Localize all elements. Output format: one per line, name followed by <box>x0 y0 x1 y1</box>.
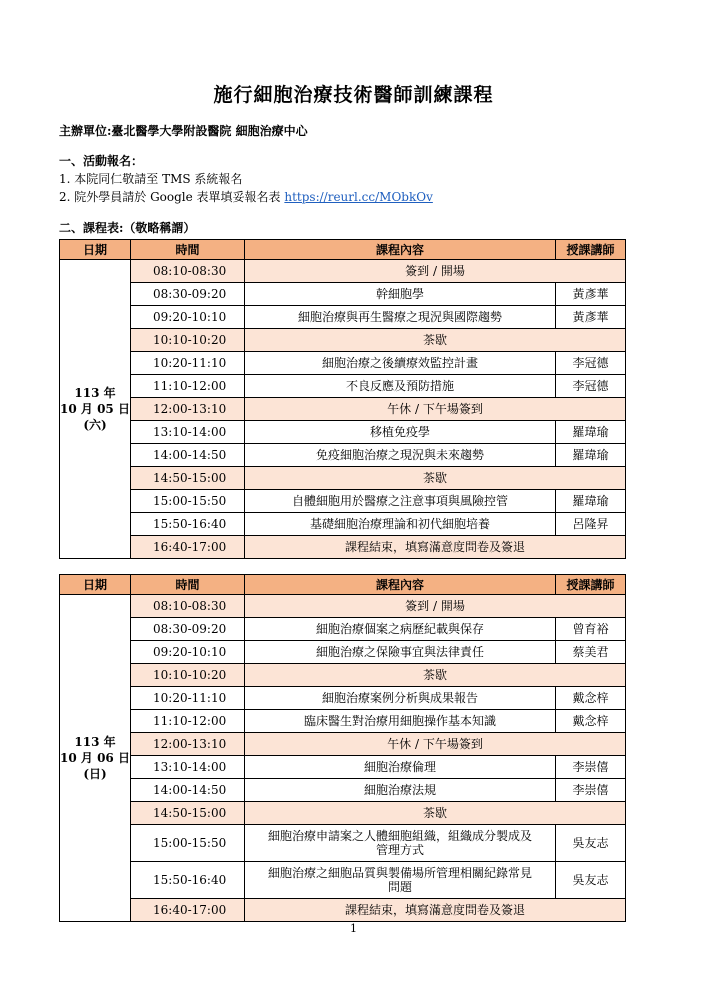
time-cell: 09:20-10:10 <box>131 641 245 664</box>
table-row <box>60 536 626 559</box>
content-cell: 臨床醫生對治療用細胞操作基本知識 <box>245 710 556 733</box>
registration-link[interactable]: https://reurl.cc/MObkOv <box>284 190 433 204</box>
time-cell: 16:40-17:00 <box>131 899 245 922</box>
table-row <box>60 710 626 733</box>
time-cell: 10:20-11:10 <box>131 352 245 375</box>
table-row <box>60 687 626 710</box>
time-cell: 10:10-10:20 <box>131 664 245 687</box>
table-row <box>60 352 626 375</box>
table-row <box>60 899 626 922</box>
table-row <box>60 756 626 779</box>
content-cell: 細胞治療之後續療效監控計畫 <box>245 352 556 375</box>
content-cell: 簽到 / 開場 <box>245 595 626 618</box>
table-row <box>60 802 626 825</box>
lecturer-cell: 羅瑋瑜 <box>556 444 626 467</box>
content-cell: 不良反應及預防措施 <box>245 375 556 398</box>
header-content: 課程內容 <box>245 240 556 260</box>
content-cell: 移植免疫學 <box>245 421 556 444</box>
table-row <box>60 513 626 536</box>
time-cell: 14:00-14:50 <box>131 444 245 467</box>
content-cell: 細胞治療申請案之人體細胞組織，組織成分製成及管理方式 <box>245 825 556 862</box>
table-row <box>60 375 626 398</box>
time-cell: 10:20-11:10 <box>131 687 245 710</box>
lecturer-cell: 呂隆昇 <box>556 513 626 536</box>
content-cell: 細胞治療之細胞品質與製備場所管理相關紀錄常見問題 <box>245 862 556 899</box>
table-row <box>60 444 626 467</box>
registration-heading: 一、活動報名： <box>59 154 144 168</box>
content-cell: 午休 / 下午場簽到 <box>245 398 626 421</box>
table-row <box>60 862 626 899</box>
content-cell: 細胞治療之保險事宜與法律責任 <box>245 641 556 664</box>
content-cell: 基礎細胞治療理論和初代細胞培養 <box>245 513 556 536</box>
time-cell: 12:00-13:10 <box>131 398 245 421</box>
header-lecturer: 授課講師 <box>556 240 626 260</box>
time-cell: 08:30-09:20 <box>131 283 245 306</box>
header-date: 日期 <box>60 575 131 595</box>
content-cell: 課程結束，填寫滿意度問卷及簽退 <box>245 899 626 922</box>
content-cell: 幹細胞學 <box>245 283 556 306</box>
header-date: 日期 <box>60 240 131 260</box>
table-row <box>60 595 626 618</box>
lecturer-cell: 黃彥華 <box>556 306 626 329</box>
lecturer-cell: 李崇僖 <box>556 779 626 802</box>
lecturer-cell: 羅瑋瑜 <box>556 490 626 513</box>
lecturer-cell: 李冠德 <box>556 375 626 398</box>
header-time: 時間 <box>131 575 245 595</box>
date-line: 113 年 <box>74 735 116 749</box>
schedule-table-day2 <box>59 574 626 922</box>
content-cell: 細胞治療倫理 <box>245 756 556 779</box>
table-row <box>60 641 626 664</box>
time-cell: 15:50-16:40 <box>131 862 245 899</box>
time-cell: 13:10-14:00 <box>131 756 245 779</box>
content-cell: 午休 / 下午場簽到 <box>245 733 626 756</box>
date-line: 113 年 <box>74 386 116 400</box>
organizer: 主辦單位:臺北醫學大學附設醫院 細胞治療中心 <box>59 124 308 138</box>
lecturer-cell: 戴念梓 <box>556 710 626 733</box>
time-cell: 14:50-15:00 <box>131 802 245 825</box>
lecturer-cell: 蔡美君 <box>556 641 626 664</box>
lecturer-cell: 戴念梓 <box>556 687 626 710</box>
header-content: 課程內容 <box>245 575 556 595</box>
table-header-row <box>60 575 626 595</box>
time-cell: 08:10-08:30 <box>131 260 245 283</box>
lecturer-cell: 李崇僖 <box>556 756 626 779</box>
table-row <box>60 398 626 421</box>
header-time: 時間 <box>131 240 245 260</box>
time-cell: 15:00-15:50 <box>131 490 245 513</box>
lecturer-cell: 吳友志 <box>556 825 626 862</box>
content-cell: 細胞治療案例分析與成果報告 <box>245 687 556 710</box>
table-row <box>60 421 626 444</box>
content-cell: 自體細胞用於醫療之注意事項與風險控管 <box>245 490 556 513</box>
table-header-row <box>60 240 626 260</box>
time-cell: 16:40-17:00 <box>131 536 245 559</box>
registration-line-1: 1. 本院同仁敬請至 TMS 系統報名 <box>59 172 243 186</box>
lecturer-cell: 羅瑋瑜 <box>556 421 626 444</box>
time-cell: 15:50-16:40 <box>131 513 245 536</box>
registration-line-2-text: 2. 院外學員請於 Google 表單填妥報名表 <box>59 190 285 204</box>
content-cell: 細胞治療個案之病歷紀載與保存 <box>245 618 556 641</box>
registration-line-2 <box>59 188 433 205</box>
schedule-table-day1 <box>59 239 626 559</box>
time-cell: 08:10-08:30 <box>131 595 245 618</box>
table-row <box>60 779 626 802</box>
date-cell <box>60 260 131 559</box>
content-cell: 簽到 / 開場 <box>245 260 626 283</box>
date-line: (六) <box>83 418 107 432</box>
table-row <box>60 733 626 756</box>
lecturer-cell: 黃彥華 <box>556 283 626 306</box>
content-cell: 細胞治療與再生醫療之現況與國際趨勢 <box>245 306 556 329</box>
table-row <box>60 306 626 329</box>
time-cell: 14:00-14:50 <box>131 779 245 802</box>
content-cell: 課程結束，填寫滿意度問卷及簽退 <box>245 536 626 559</box>
table-row <box>60 664 626 687</box>
date-line: (日) <box>83 767 107 781</box>
content-cell: 茶歇 <box>245 664 626 687</box>
time-cell: 11:10-12:00 <box>131 710 245 733</box>
schedule-heading: 二、課程表:（敬略稱謂） <box>59 221 196 235</box>
time-cell: 09:20-10:10 <box>131 306 245 329</box>
table-row <box>60 329 626 352</box>
content-cell: 茶歇 <box>245 467 626 490</box>
page-number: 1 <box>350 922 357 935</box>
time-cell: 08:30-09:20 <box>131 618 245 641</box>
content-cell: 茶歇 <box>245 802 626 825</box>
page-title: 施行細胞治療技術醫師訓練課程 <box>213 84 494 106</box>
table-row <box>60 825 626 862</box>
time-cell: 11:10-12:00 <box>131 375 245 398</box>
content-cell: 免疫細胞治療之現況與未來趨勢 <box>245 444 556 467</box>
lecturer-cell: 吳友志 <box>556 862 626 899</box>
date-line: 10 月 05 日 <box>60 402 130 416</box>
content-cell: 細胞治療法規 <box>245 779 556 802</box>
header-lecturer: 授課講師 <box>556 575 626 595</box>
table-row <box>60 467 626 490</box>
table-row <box>60 260 626 283</box>
date-line: 10 月 06 日 <box>60 751 130 765</box>
time-cell: 13:10-14:00 <box>131 421 245 444</box>
time-cell: 15:00-15:50 <box>131 825 245 862</box>
lecturer-cell: 曾育裕 <box>556 618 626 641</box>
time-cell: 10:10-10:20 <box>131 329 245 352</box>
date-cell <box>60 595 131 922</box>
time-cell: 14:50-15:00 <box>131 467 245 490</box>
lecturer-cell: 李冠德 <box>556 352 626 375</box>
table-row <box>60 490 626 513</box>
table-row <box>60 618 626 641</box>
time-cell: 12:00-13:10 <box>131 733 245 756</box>
table-row <box>60 283 626 306</box>
content-cell: 茶歇 <box>245 329 626 352</box>
